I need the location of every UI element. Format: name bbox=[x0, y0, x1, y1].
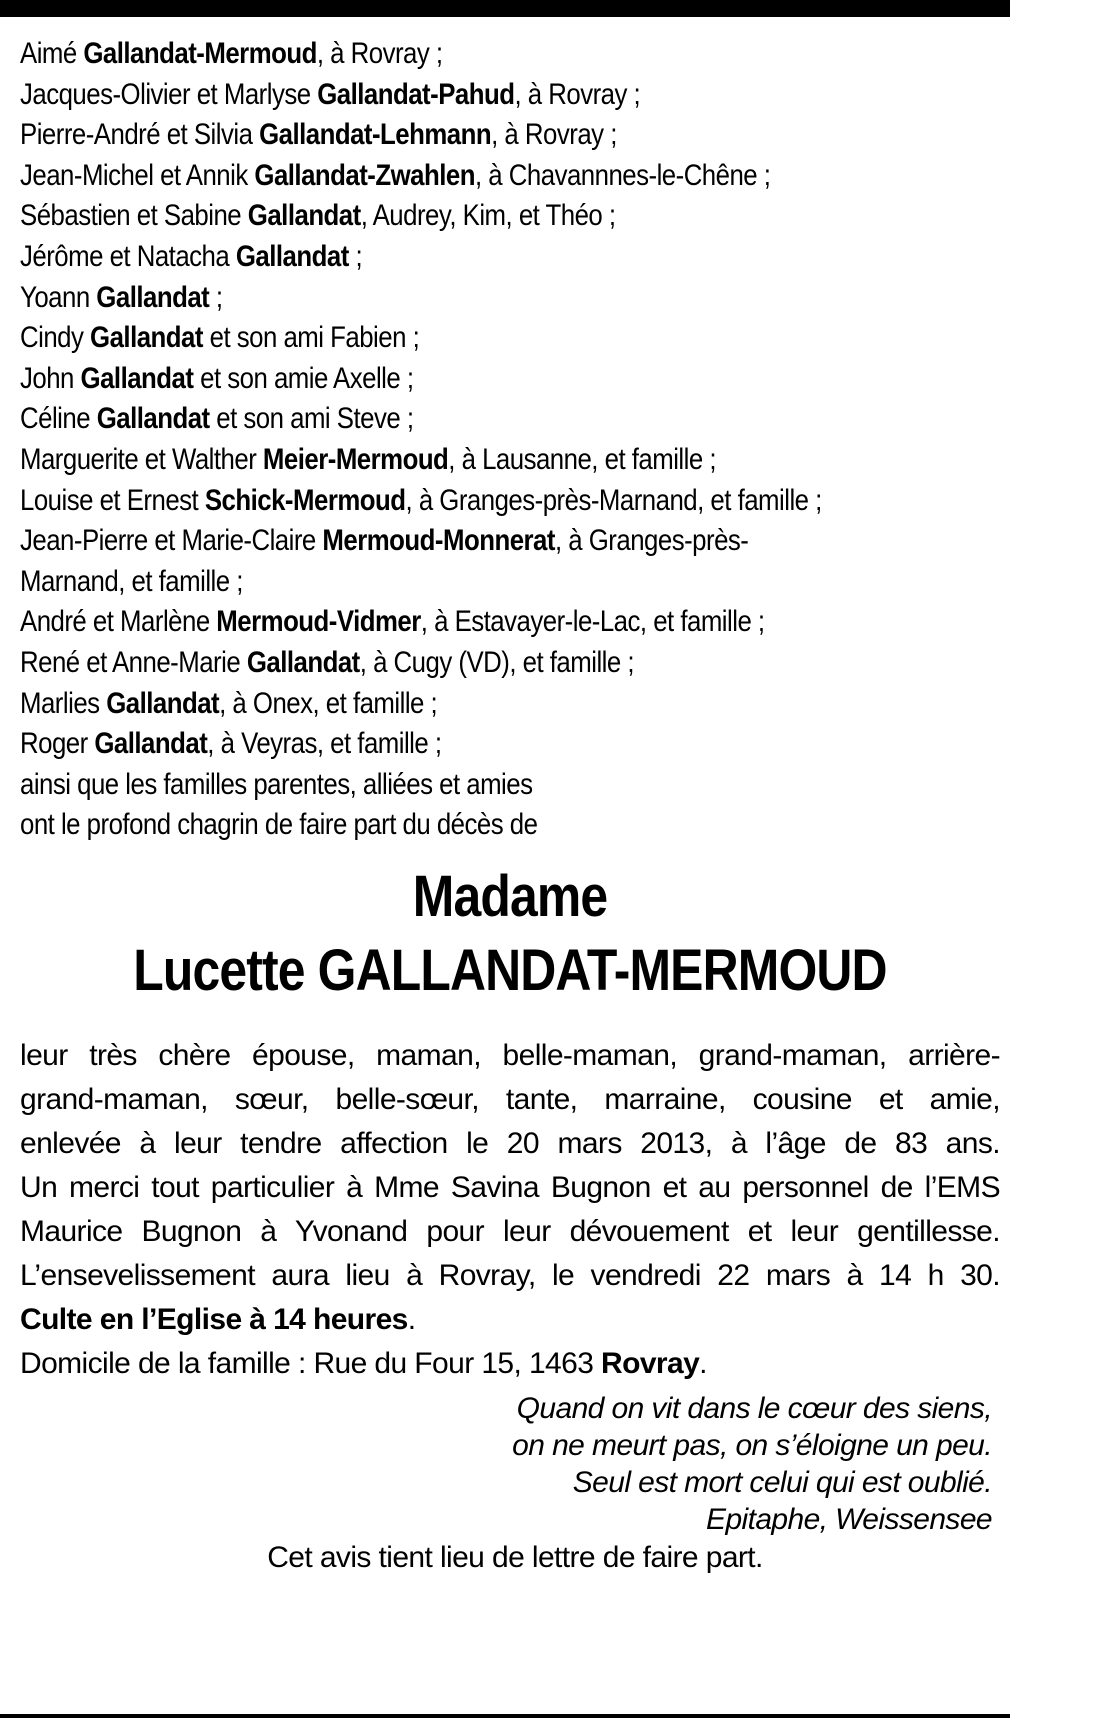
location: , à Estavayer-le-Lac, et famille ; bbox=[420, 605, 765, 639]
location: , à Rovray ; bbox=[514, 77, 641, 111]
surname: Gallandat-Mermoud bbox=[83, 37, 317, 70]
given-names: Jean-Pierre et Marie-Claire bbox=[20, 524, 323, 558]
given-names: Louise et Ernest bbox=[20, 483, 205, 517]
family-member-line bbox=[20, 440, 863, 481]
given-names: ainsi que les familles parentes, alliées et amies bbox=[20, 767, 533, 801]
domicile-address: Domicile de la famille : Rue du Four 15, 1463 bbox=[20, 1346, 602, 1380]
surname: Meier-Mermoud bbox=[262, 442, 449, 476]
family-member-line bbox=[20, 805, 863, 846]
location: , à Granges-près-Marnand, et famille ; bbox=[405, 483, 822, 517]
body-line: grand-maman, sœur, belle-sœur, tante, marraine, cousine et amie, bbox=[20, 1082, 1000, 1116]
location: , à Rovray ; bbox=[491, 118, 617, 152]
given-names: Sébastien et Sabine bbox=[20, 199, 248, 233]
body-line: Un merci tout particulier à Mme Savina Bugnon et au personnel de l’EMS bbox=[20, 1170, 1000, 1204]
surname: Gallandat bbox=[106, 686, 220, 720]
given-names: René et Anne-Marie bbox=[20, 645, 247, 679]
location: , à Rovray ; bbox=[316, 37, 443, 70]
family-member-line bbox=[20, 602, 863, 643]
family-member-line bbox=[20, 562, 863, 603]
surname: Gallandat bbox=[246, 645, 360, 679]
surname: Gallandat bbox=[80, 361, 194, 395]
family-member-line bbox=[20, 399, 863, 440]
epitaph-poem bbox=[20, 1390, 1000, 1538]
footer-note: Cet avis tient lieu de lettre de faire part. bbox=[267, 1540, 763, 1574]
location: , à Veyras, et famille ; bbox=[207, 727, 442, 761]
service-line bbox=[20, 1298, 1000, 1342]
given-names: Jérôme et Natacha bbox=[20, 239, 236, 273]
poem-line: Quand on vit dans le cœur des siens, bbox=[516, 1391, 992, 1425]
given-names: Jean-Michel et Annik bbox=[20, 158, 255, 192]
service-text: Culte en l’Eglise à 14 heures bbox=[20, 1302, 408, 1336]
poem-attribution: Epitaphe, Weissensee bbox=[706, 1502, 992, 1536]
location: , Audrey, Kim, et Théo ; bbox=[360, 199, 616, 233]
given-names: ont le profond chagrin de faire part du décès de bbox=[20, 808, 538, 842]
location: ; bbox=[209, 280, 223, 314]
surname: Schick-Mermoud bbox=[204, 483, 406, 517]
given-names: Jacques-Olivier et Marlyse bbox=[20, 77, 318, 111]
given-names: Aimé bbox=[20, 37, 84, 70]
family-member-line bbox=[20, 481, 863, 522]
family-member-line bbox=[20, 156, 863, 197]
location: et son amie Axelle ; bbox=[193, 361, 414, 395]
surname: Gallandat-Zwahlen bbox=[254, 158, 475, 192]
location: et son ami Steve ; bbox=[209, 402, 414, 436]
location: et son ami Fabien ; bbox=[202, 321, 420, 355]
family-member-line bbox=[20, 237, 863, 278]
domicile-town: Rovray bbox=[601, 1346, 700, 1380]
family-member-line bbox=[20, 75, 863, 116]
notice-content bbox=[20, 34, 1000, 1578]
family-member-line bbox=[20, 684, 863, 725]
given-names: Yoann bbox=[20, 280, 97, 314]
location: , à Chavannnes-le-Chêne ; bbox=[474, 158, 771, 192]
family-member-line bbox=[20, 765, 863, 806]
surname: Mermoud-Vidmer bbox=[216, 605, 421, 639]
surname: Gallandat-Pahud bbox=[317, 77, 515, 111]
given-names: Céline bbox=[20, 402, 97, 436]
given-names: André et Marlène bbox=[20, 605, 217, 639]
body-line: enlevée à leur tendre affection le 20 mars 2013, à l’âge de 83 ans. bbox=[20, 1126, 1000, 1160]
body-paragraph bbox=[20, 1034, 1000, 1298]
family-member-line bbox=[20, 318, 863, 359]
body-line: Maurice Bugnon à Yvonand pour leur dévouement et leur gentillesse. bbox=[20, 1214, 1000, 1248]
given-names: Roger bbox=[20, 727, 95, 761]
location: ; bbox=[348, 239, 363, 273]
poem-line: on ne meurt pas, on s’éloigne un peu. bbox=[512, 1428, 992, 1462]
top-rule bbox=[0, 0, 1010, 17]
domicile-line bbox=[20, 1342, 1000, 1386]
body-line: leur très chère épouse, maman, belle-maman, grand-maman, arrière- bbox=[20, 1038, 1000, 1072]
given-names: Pierre-André et Silvia bbox=[20, 118, 260, 152]
body-line: L’ensevelissement aura lieu à Rovray, le vendredi 22 mars à 14 h 30. bbox=[20, 1258, 1000, 1292]
deceased-name: Lucette GALLANDAT-MERMOUD bbox=[133, 937, 887, 1003]
service-punct: . bbox=[407, 1302, 416, 1336]
location: , à Lausanne, et famille ; bbox=[448, 442, 716, 476]
given-names: Marguerite et Walther bbox=[20, 442, 263, 476]
surname: Gallandat bbox=[247, 199, 361, 233]
poem-line: Seul est mort celui qui est oublié. bbox=[572, 1465, 992, 1499]
family-member-line bbox=[20, 521, 863, 562]
location: , à Onex, et famille ; bbox=[219, 686, 438, 720]
surname: Gallandat bbox=[94, 727, 208, 761]
family-member-line bbox=[20, 278, 863, 319]
family-member-line bbox=[20, 196, 863, 237]
surname: Gallandat bbox=[235, 239, 349, 273]
deceased-title: Madame bbox=[412, 863, 608, 929]
bottom-rule bbox=[0, 1714, 1010, 1718]
surname: Gallandat bbox=[96, 402, 210, 436]
given-names: Cindy bbox=[20, 321, 91, 355]
surname: Gallandat bbox=[96, 280, 210, 314]
given-names: Marnand, et famille ; bbox=[20, 564, 243, 598]
family-member-line bbox=[20, 115, 863, 156]
given-names: Marlies bbox=[20, 686, 107, 720]
family-member-line bbox=[20, 359, 863, 400]
location: , à Cugy (VD), et famille ; bbox=[359, 645, 635, 679]
family-member-line bbox=[20, 724, 863, 765]
domicile-punct: . bbox=[699, 1346, 707, 1380]
family-member-line bbox=[20, 34, 863, 75]
surname: Gallandat-Lehmann bbox=[259, 118, 492, 152]
surname: Gallandat bbox=[90, 321, 203, 355]
family-list bbox=[20, 34, 1000, 846]
family-member-line bbox=[20, 643, 863, 684]
location: , à Granges-près- bbox=[554, 524, 749, 558]
given-names: John bbox=[20, 361, 81, 395]
surname: Mermoud-Monnerat bbox=[322, 524, 555, 558]
